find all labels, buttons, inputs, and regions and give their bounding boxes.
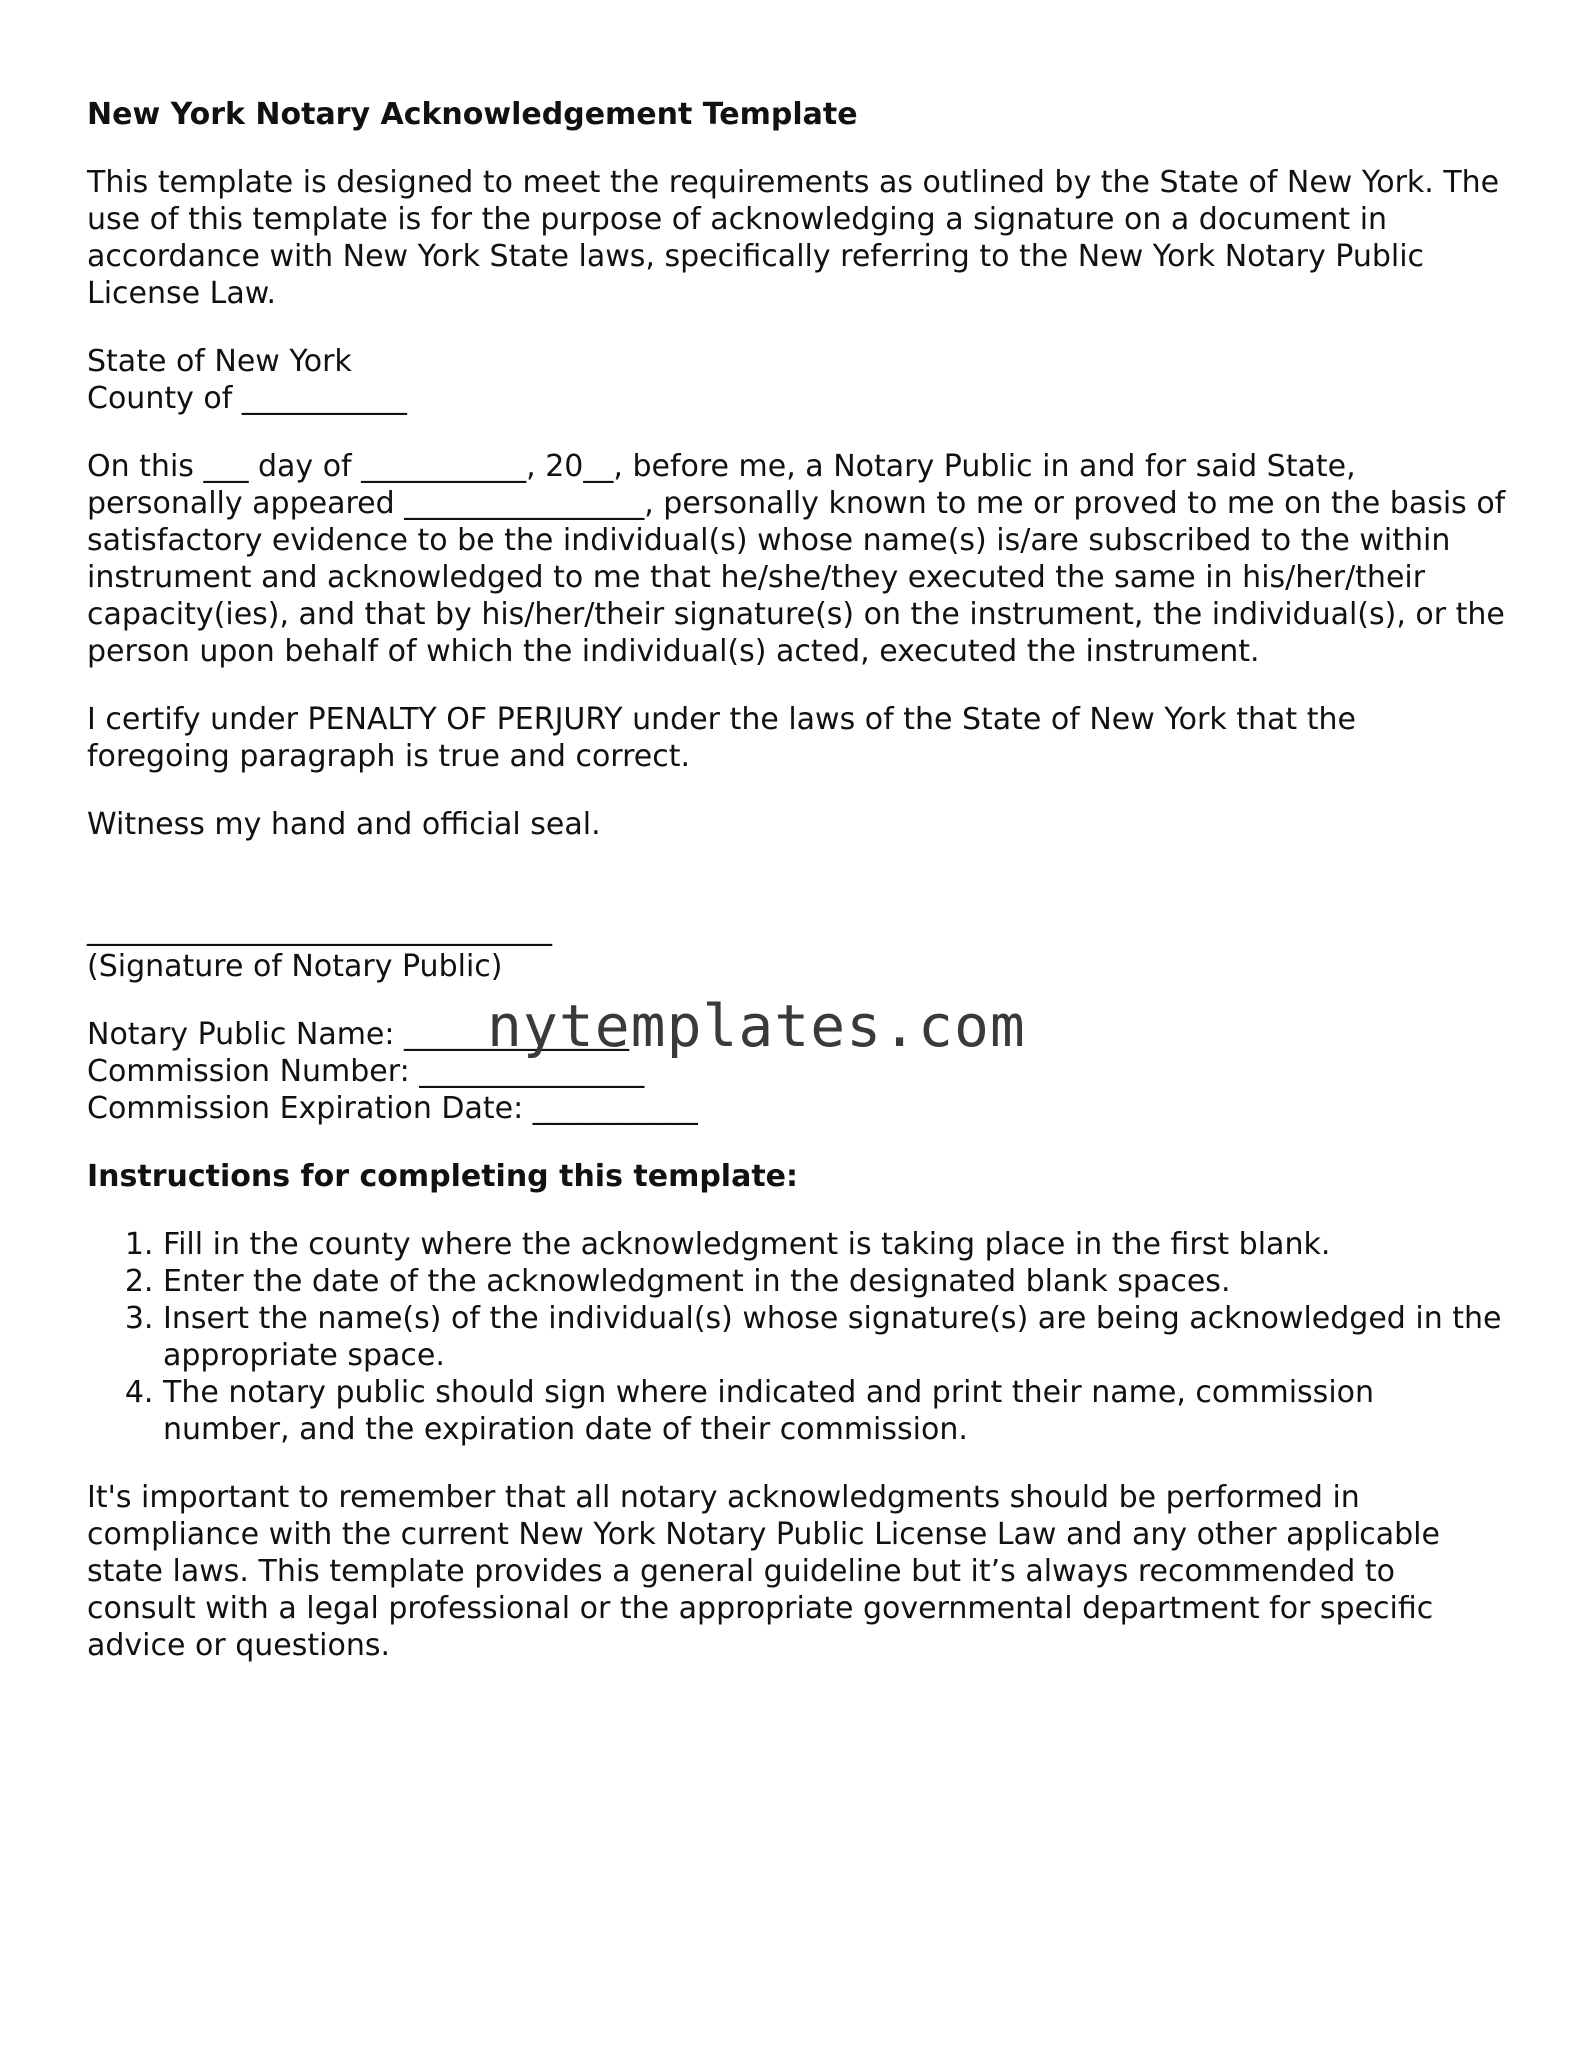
commission-number-field: Commission Number: _______________ xyxy=(87,1054,645,1089)
instructions-list xyxy=(87,1226,1507,1448)
notary-fields-block xyxy=(87,992,1507,1127)
witness-statement: Witness my hand and official seal. xyxy=(87,807,601,842)
venue-county: County of ___________ xyxy=(87,381,407,416)
instructions-heading: Instructions for completing this template: xyxy=(87,1159,799,1194)
instruction-item: 2. Enter the date of the acknowledgment in the designated blank spaces. xyxy=(163,1263,1507,1300)
instruction-item: 3. Insert the name(s) of the individual(s) whose signature(s) are being acknowledged in the appropriate space. xyxy=(163,1300,1507,1374)
intro-paragraph: This template is designed to meet the requirements as outlined by the State of New York. The use of this template is for the purpose of acknowledging a signature on a document in accordance with New York State laws, specifically referring to the New York Notary Public License Law. xyxy=(87,165,1500,311)
instruction-item: 4. The notary public should sign where indicated and print their name, commission number, and the expiration date of their commission. xyxy=(163,1374,1507,1448)
watermark-text: nytemplates.com xyxy=(487,992,1026,1060)
certification-paragraph: I certify under PENALTY OF PERJURY under the laws of the State of New York that the foregoing paragraph is true and correct. xyxy=(87,702,1356,774)
venue-state: State of New York xyxy=(87,344,352,379)
signature-caption: (Signature of Notary Public) xyxy=(87,949,503,984)
venue-block xyxy=(87,343,1507,417)
commission-expiration-field: Commission Expiration Date: ___________ xyxy=(87,1091,698,1126)
signature-line: _______________________________ xyxy=(87,912,552,947)
document-page xyxy=(87,96,1507,1695)
notary-name-field: Notary Public Name: _______________ xyxy=(87,1017,630,1052)
document-title: New York Notary Acknowledgement Template xyxy=(87,97,858,132)
closing-paragraph: It's important to remember that all notary acknowledgments should be performed in compliance with the current New York Notary Public License Law and any other applicable state laws. This template provides a general guideline but it’s always recommended to consult with a legal professional or the appropriate governmental department for specific advice or questions. xyxy=(87,1480,1440,1663)
instruction-item: 1. Fill in the county where the acknowledgment is taking place in the first blank. xyxy=(163,1226,1507,1263)
acknowledgment-paragraph: On this ___ day of ___________, 20__, before me, a Notary Public in and for said State, personally appeared ________________, personally known to me or proved to me on the basis of satisfactory evidence to be the individual(s) whose name(s) is/are subscribed to the within instrument and acknowledged to me that he/she/they executed the same in his/her/their capacity(ies), and that by his/her/their signature(s) on the instrument, the individual(s), or the person upon behalf of which the individual(s) acted, executed the instrument. xyxy=(87,449,1506,669)
signature-block xyxy=(87,911,1507,985)
